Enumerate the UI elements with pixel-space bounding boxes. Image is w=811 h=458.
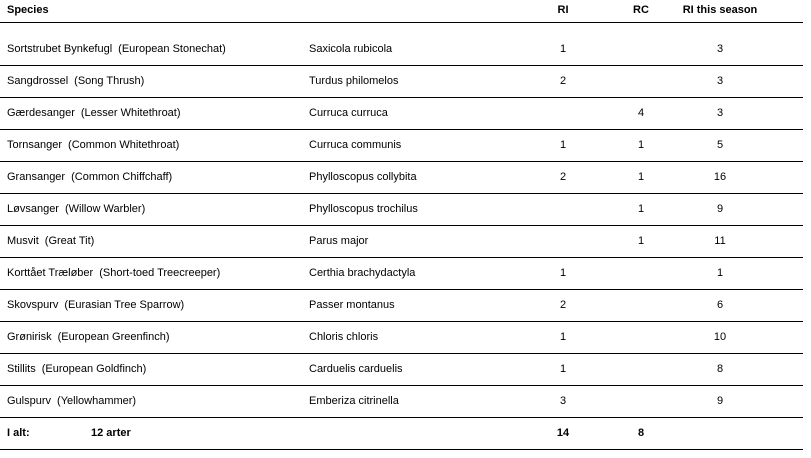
header-ri-this-season: RI this season [682, 4, 758, 16]
danish-name: Sortstrubet Bynkefugl [7, 43, 113, 55]
danish-name: Stillits [7, 363, 36, 375]
species-name-cell [7, 65, 144, 97]
species-name-cell [7, 353, 146, 385]
rc-value [604, 353, 678, 385]
ri-value: 1 [559, 267, 567, 279]
ri-value: 2 [559, 299, 567, 311]
table-row [0, 97, 803, 130]
ri-value: 1 [559, 139, 567, 151]
total-rc: 8 [637, 427, 645, 439]
table-row [0, 289, 803, 322]
species-name-cell [7, 225, 94, 257]
header-rc: RC [633, 4, 649, 16]
english-name: (Short-toed Treecreeper) [99, 267, 221, 279]
rc-value [604, 65, 678, 97]
danish-name: Løvsanger [7, 203, 59, 215]
rc-value: 1 [637, 171, 645, 183]
season-value: 8 [716, 363, 724, 375]
rc-value [604, 33, 678, 65]
species-name-cell [7, 161, 172, 193]
english-name: (Eurasian Tree Sparrow) [64, 299, 185, 311]
header-ri: RI [557, 4, 569, 16]
total-row [0, 417, 803, 450]
species-name-cell [7, 289, 184, 321]
table-row [0, 321, 803, 354]
season-value: 6 [716, 299, 724, 311]
table-row [0, 193, 803, 226]
danish-name: Gulspurv [7, 395, 52, 407]
season-value: 16 [713, 171, 727, 183]
table-row [0, 225, 803, 258]
season-value: 3 [716, 107, 724, 119]
ri-value: 1 [559, 331, 567, 343]
english-name: (Common Chiffchaff) [71, 171, 173, 183]
rc-value: 1 [637, 139, 645, 151]
header-species: Species [7, 4, 49, 16]
table-header [0, 0, 803, 23]
ri-value: 3 [559, 395, 567, 407]
latin-name: Passer montanus [309, 299, 395, 311]
table-row [0, 65, 803, 98]
english-name: (Song Thrush) [74, 75, 145, 87]
season-value: 10 [713, 331, 727, 343]
season-value: 3 [716, 75, 724, 87]
english-name: (Common Whitethroat) [68, 139, 180, 151]
latin-name: Curruca communis [309, 139, 402, 151]
rc-value [604, 257, 678, 289]
danish-name: Korttået Træløber [7, 267, 94, 279]
latin-name: Phylloscopus trochilus [309, 203, 418, 215]
latin-name: Emberiza citrinella [309, 395, 399, 407]
ri-value: 2 [559, 171, 567, 183]
season-value: 5 [716, 139, 724, 151]
season-value: 11 [714, 235, 726, 247]
total-label: I alt: [7, 427, 30, 439]
total-species-count: 12 arter [91, 427, 131, 439]
species-name-cell [7, 129, 179, 161]
latin-name: Saxicola rubicola [309, 43, 393, 55]
danish-name: Grønirisk [7, 331, 52, 343]
latin-name: Carduelis carduelis [309, 363, 403, 375]
season-value: 3 [716, 43, 724, 55]
danish-name: Gransanger [7, 171, 66, 183]
english-name: (Yellowhammer) [57, 395, 137, 407]
danish-name: Tornsanger [7, 139, 63, 151]
ri-value [526, 193, 600, 225]
rc-value: 1 [637, 203, 645, 215]
danish-name: Gærdesanger [7, 107, 75, 119]
table-row [0, 385, 803, 418]
total-ri: 14 [556, 427, 570, 439]
english-name: (European Goldfinch) [41, 363, 147, 375]
table-row [0, 161, 803, 194]
table-row [0, 257, 803, 290]
species-name-cell [7, 321, 170, 353]
table-row [0, 33, 803, 66]
season-value: 1 [716, 267, 724, 279]
total-season [682, 417, 758, 449]
rc-value [604, 385, 678, 417]
ri-value [526, 97, 600, 129]
rc-value: 1 [637, 235, 645, 247]
english-name: (Great Tit) [44, 235, 95, 247]
season-value: 9 [716, 203, 724, 215]
latin-name: Certhia brachydactyla [309, 267, 416, 279]
rc-value [604, 289, 678, 321]
latin-name: Phylloscopus collybita [309, 171, 417, 183]
latin-name: Parus major [309, 235, 369, 247]
season-value: 9 [716, 395, 724, 407]
ri-value: 1 [559, 43, 567, 55]
danish-name: Skovspurv [7, 299, 59, 311]
ri-value: 2 [559, 75, 567, 87]
latin-name: Curruca curruca [309, 107, 388, 119]
english-name: (European Stonechat) [118, 43, 226, 55]
species-name-cell [7, 193, 145, 225]
species-name-cell [7, 33, 226, 65]
rc-value: 4 [637, 107, 645, 119]
danish-name: Sangdrossel [7, 75, 69, 87]
ri-value: 1 [559, 363, 567, 375]
english-name: (European Greenfinch) [57, 331, 170, 343]
latin-name: Chloris chloris [309, 331, 379, 343]
table-row [0, 129, 803, 162]
danish-name: Musvit [7, 235, 39, 247]
species-name-cell [7, 385, 136, 417]
latin-name: Turdus philomelos [309, 75, 399, 87]
table-row [0, 353, 803, 386]
species-name-cell [7, 257, 220, 289]
rc-value [604, 321, 678, 353]
ri-value [526, 225, 600, 257]
english-name: (Lesser Whitethroat) [80, 107, 181, 119]
species-name-cell [7, 97, 181, 129]
english-name: (Willow Warbler) [64, 203, 146, 215]
